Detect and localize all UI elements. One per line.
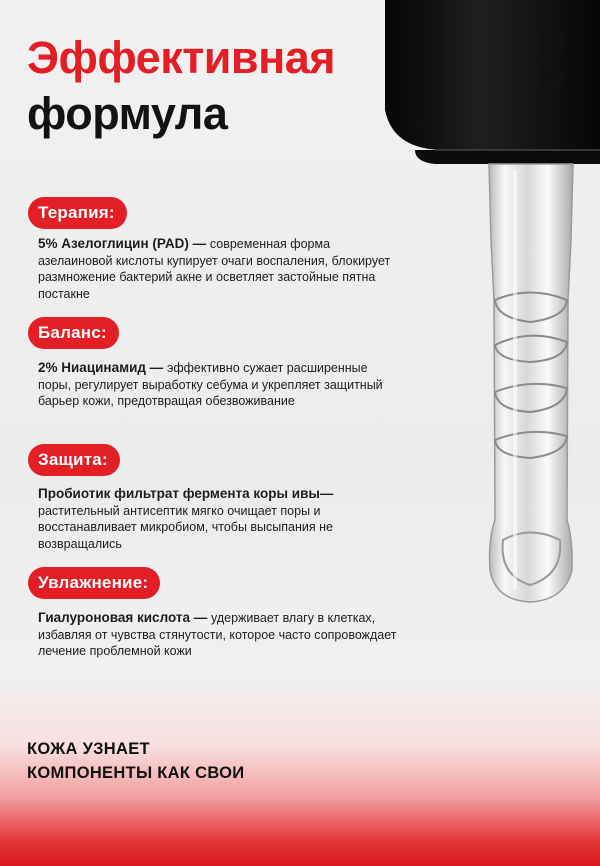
section-moisture-bold: Гиалуроновая кислота — — [38, 610, 211, 625]
section-moisture-body: удерживает влагу в клетках, избавляя от чувства стянутости, которое часто сопровождает лечение проблемной кожи — [38, 611, 397, 658]
badge-moisture: Увлажнение: — [28, 567, 160, 599]
section-balance-body: эффективно сужает расширенные поры, регулирует выработку себума и укрепляет защитный барьер кожи, предотвращая обезвоживание — [38, 361, 383, 408]
section-protection-body: растительный антисептик мягко очищает поры и восстанавливает микробиом, чтобы высыпания не возвращались — [38, 503, 333, 551]
section-balance-bold: 2% Ниацинамид — — [38, 360, 167, 375]
title-line-1: Эффективная — [27, 32, 336, 83]
section-therapy-bold: 5% Азелоглицин (PAD) — — [38, 236, 210, 251]
dropper-image — [375, 0, 600, 620]
brand-logo-icon — [536, 30, 566, 92]
title-line-2: формула — [27, 88, 228, 139]
badge-balance: Баланс: — [28, 317, 119, 349]
footer-line-1: КОЖА УЗНАЕТ — [27, 740, 150, 758]
badge-protection: Защита: — [28, 444, 120, 476]
page-title — [27, 30, 335, 142]
section-protection-bold: Пробиотик фильтрат фермента коры ивы— — [38, 486, 334, 501]
section-moisture-text — [38, 610, 398, 660]
section-protection-text — [38, 486, 398, 552]
badge-therapy: Терапия: — [28, 197, 127, 229]
section-therapy-body: современная форма азелаиновой кислоты купирует очаги воспаления, блокирует размножение бактерий акне и осветляет застойные пятна постакне — [38, 237, 391, 301]
section-therapy-text — [38, 236, 398, 302]
section-balance-text — [38, 360, 398, 410]
footer-line-2: КОМПОНЕНТЫ КАК СВОИ — [27, 764, 245, 782]
footer-tagline — [27, 737, 244, 785]
